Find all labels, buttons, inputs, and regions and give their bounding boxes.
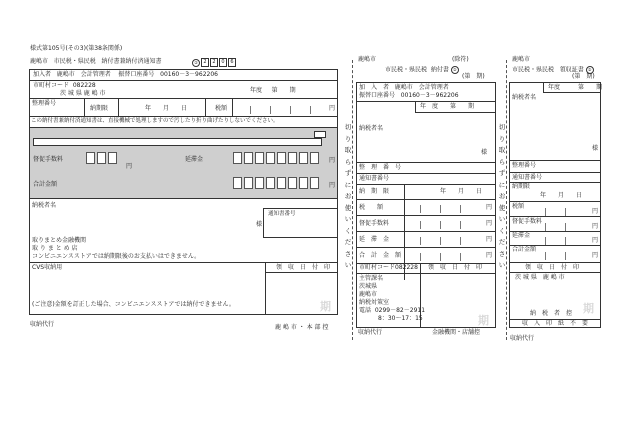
panel2-payee-line: 茨城県 — [359, 283, 378, 290]
total-digit-box[interactable] — [255, 177, 264, 189]
muni-code: 082228 — [72, 82, 96, 89]
conv-note: コンビニエンスストアでは納期限後のお支払いはできません。 — [32, 253, 201, 260]
fee-digit-box[interactable] — [97, 152, 106, 164]
account-number: 00160－3－962206 — [160, 71, 218, 78]
form-digit: 2 — [201, 58, 209, 67]
digit-tick — [545, 252, 546, 260]
fiscal-year — [250, 88, 296, 94]
panel3-receipt-note: 収 入 印 紙 不 要 — [522, 320, 589, 327]
digit-tick — [460, 253, 461, 261]
panel3-year: 年度 第 期 — [548, 84, 603, 91]
panel3-term: (第 期) — [572, 73, 595, 80]
digit-tick — [440, 205, 441, 213]
digit-tick — [460, 237, 461, 245]
delay-digit-box[interactable] — [233, 152, 242, 164]
panel3-payer-label: 納税者名 — [512, 94, 537, 101]
divider — [205, 98, 206, 116]
member-name: 鹿嶋市 会計管理者 — [56, 71, 111, 78]
cut-instruction: 切り取らずにお使いください — [344, 123, 352, 269]
panel2-ref-label: 整 理 番 号 — [359, 164, 402, 171]
divider — [232, 98, 233, 116]
total-label: 合計金額 — [33, 181, 58, 188]
panel1-doc-title: 納付書兼納付済通知書 — [101, 58, 162, 65]
total-digit-box[interactable] — [299, 177, 308, 189]
panel3-doc: 領収証書 — [559, 66, 584, 74]
due-date: 年 月 日 — [145, 105, 188, 112]
term-stamp: 期 — [320, 300, 331, 313]
panel2-delay-label: 延 滞 金 — [359, 236, 390, 243]
divider — [356, 101, 496, 102]
total-digit-box[interactable] — [266, 177, 275, 189]
panel2-member-name: 鹿嶋市 会計管理者 — [394, 84, 449, 91]
divider — [356, 199, 496, 200]
digit-tick — [420, 253, 421, 261]
panel2-circle: ② — [451, 66, 459, 74]
digit-tick — [460, 221, 461, 229]
digit-tick — [420, 221, 421, 229]
fee-digit-box[interactable] — [86, 152, 95, 164]
divider — [118, 98, 119, 116]
divider — [509, 272, 601, 273]
panel3-receipt-label: 領 収 日 付 印 — [525, 264, 580, 271]
divider — [509, 201, 601, 202]
city-copy-label: 鹿 嶋 市 ・ 本 部 控 — [275, 324, 329, 331]
cvs-label: CVS収納用 — [32, 264, 63, 271]
payer-sama: 様 — [256, 221, 263, 228]
panel2-account-row — [359, 93, 459, 99]
form-digit: 6 — [228, 58, 236, 67]
panel3-sama: 様 — [592, 145, 599, 152]
total-yen: 円 — [329, 182, 336, 189]
panel2-payee-label: 主管課名 — [359, 275, 384, 282]
panel2-copy-label: (除符) — [452, 56, 469, 63]
fee-yen: 円 — [126, 163, 133, 170]
digit-tick — [420, 237, 421, 245]
receipt-stamp-label: 領 収 日 付 印 — [276, 264, 331, 271]
handling-notice: この納付書兼納付済通知書は、直接機械で処理しますので汚したり折り曲げたりしないでください。 — [31, 118, 279, 124]
panel2-notice-no: 通知書番号 — [359, 175, 390, 182]
digit-tick — [565, 208, 566, 216]
term-stamp: 期 — [583, 302, 594, 315]
delay-digit-box[interactable] — [244, 152, 253, 164]
digit-tick — [290, 106, 291, 114]
bank-label: 取りまとめ金融機関 — [32, 237, 87, 244]
panel2-member-row — [359, 85, 449, 91]
divider — [356, 215, 496, 216]
form-digit: 2 — [210, 58, 218, 67]
panel2-receipt-label: 領 収 日 付 印 — [428, 264, 483, 271]
digit-tick — [250, 106, 251, 114]
tax-label: 税額 — [215, 105, 228, 112]
panel2-city: 鹿嶋市 — [358, 56, 377, 63]
panel3-due-date: 年 月 日 — [540, 192, 583, 199]
digit-tick — [440, 253, 441, 261]
divider — [84, 98, 85, 116]
panel3-tax-yen: 円 — [592, 208, 599, 215]
panel2-fee-label: 督促手数料 — [359, 220, 390, 227]
perforation-line — [506, 60, 507, 340]
panel3-total-yen: 円 — [592, 252, 599, 259]
fee-digit-box[interactable] — [108, 152, 117, 164]
divider — [29, 116, 338, 117]
divider — [543, 82, 544, 92]
panel2-tax-yen: 円 — [486, 204, 493, 211]
panel3-notice-no: 通知書番号 — [512, 174, 543, 181]
caution: (ご注意)金額を訂正した場合、コンビニエンスストアでは納付できません。 — [32, 301, 235, 308]
divider — [29, 80, 338, 81]
divider — [356, 162, 496, 163]
panel2-tel-label: 電話 — [359, 307, 372, 314]
muni-code-row — [33, 83, 96, 89]
digit-tick — [565, 237, 566, 245]
digit-tick — [310, 106, 311, 114]
total-digit-box[interactable] — [288, 177, 297, 189]
total-digit-box[interactable] — [244, 177, 253, 189]
panel2-due-label: 納 期 限 — [359, 188, 390, 195]
panel2-account-no: 00160－3－962206 — [400, 92, 459, 99]
panel3-fee-yen: 円 — [592, 223, 599, 230]
panel2-delay-yen: 円 — [486, 236, 493, 243]
panel2-tax: 市民税・県民税 — [385, 66, 428, 74]
divider — [509, 262, 601, 263]
term-stamp: 期 — [478, 314, 489, 327]
panel1-tax-type: 市民税・県民税 — [53, 58, 96, 65]
divider — [356, 184, 496, 185]
panel2-muni-code-value: 082228 — [395, 264, 418, 271]
digit-tick — [270, 106, 271, 114]
panel2-agent-label: 収納代行 — [358, 329, 383, 336]
divider — [356, 247, 496, 248]
panel2-muni-code — [359, 265, 418, 271]
member-row — [33, 72, 218, 78]
agent-label: 収納代行 — [30, 321, 55, 328]
panel3-delay-label: 延滞金 — [512, 232, 531, 239]
panel2-fee-yen: 円 — [486, 220, 493, 227]
digit-tick — [545, 208, 546, 216]
digit-tick — [420, 205, 421, 213]
divider — [509, 172, 601, 173]
divider — [415, 101, 416, 112]
total-digit-box[interactable] — [277, 177, 286, 189]
panel2-hours: 8：30～17：15 — [378, 315, 423, 322]
due-label: 納期限 — [90, 105, 109, 112]
muni-code-label: 市町村コード — [33, 82, 70, 89]
panel2-tel — [359, 308, 425, 314]
digit-tick — [565, 252, 566, 260]
panel2-account-label: 振替口座番号 — [359, 92, 396, 99]
divider — [29, 98, 338, 99]
panel2-bank-copy: 金融機関・店舗控 — [432, 329, 481, 336]
form-code: 様式第105号(その3)(第38条関係) — [30, 45, 123, 52]
divider — [265, 272, 338, 273]
total-digit-box[interactable] — [310, 177, 319, 189]
panel2-term: (第 期) — [462, 73, 485, 80]
member-label: 加入者 — [33, 71, 52, 78]
digit-tick — [440, 237, 441, 245]
panel3-city: 鹿嶋市 — [512, 56, 531, 63]
divider — [29, 262, 338, 263]
panel3-city-name: 茨 城 県 鹿 嶋 市 — [515, 274, 565, 281]
panel3-total-label: 合計金額 — [512, 246, 537, 253]
delay-digit-box[interactable] — [299, 152, 308, 164]
account-label: 振替口座番号 — [118, 71, 155, 78]
divider — [356, 173, 496, 174]
form-digit: 0 — [219, 58, 227, 67]
digit-tick — [440, 221, 441, 229]
payer-label: 納税者名 — [32, 202, 57, 209]
digit-tick — [565, 223, 566, 231]
divider — [356, 273, 496, 274]
delay-yen: 円 — [329, 157, 336, 164]
digit-tick — [460, 205, 461, 213]
panel2-tel-value: 0299－82－2911 — [374, 307, 426, 314]
delay-label: 延滞金 — [185, 156, 204, 163]
store-label: 取 り ま と め 店 — [32, 245, 78, 252]
term-label: 第 期 — [271, 87, 296, 94]
panel3-tax: 市民税・県民税 — [512, 66, 555, 74]
divider — [543, 92, 601, 93]
panel2-tax-label: 税 額 — [359, 204, 384, 211]
divider — [356, 231, 496, 232]
panel1-city: 鹿嶋市 — [30, 58, 49, 65]
panel3-taxpayer-copy: 納 税 者 控 — [530, 310, 573, 317]
panel2-total-label: 合 計 金 額 — [359, 252, 402, 259]
delay-digit-box[interactable] — [255, 152, 264, 164]
digit-tick — [545, 237, 546, 245]
panel2-total-yen: 円 — [486, 252, 493, 259]
panel2-payee-line: 鹿嶋市 — [359, 291, 378, 298]
panel2-doc: 納付書 — [430, 66, 449, 74]
divider — [509, 160, 601, 161]
delay-digit-box[interactable] — [266, 152, 275, 164]
panel2-muni-code-label: 市町村コード — [359, 264, 396, 271]
panel1-header — [30, 59, 162, 65]
form-number-circle: ② — [192, 59, 200, 67]
ref-label: 整理番号 — [32, 100, 57, 107]
ocr-marker — [314, 131, 326, 138]
panel3-delay-yen: 円 — [592, 237, 599, 244]
panel3-due-label: 納期限 — [512, 183, 531, 190]
panel1-form-number — [192, 58, 236, 67]
panel2-payer-label: 納税者名 — [359, 125, 384, 132]
divider — [509, 216, 601, 217]
divider — [415, 112, 496, 113]
panel3-fee-label: 督促手数料 — [512, 218, 543, 225]
panel2-header — [385, 66, 459, 74]
panel3-tax-label: 税額 — [512, 203, 525, 210]
muni-name: 茨 城 県 鹿 嶋 市 — [60, 90, 106, 97]
digit-tick — [545, 223, 546, 231]
panel3-ref-label: 整理番号 — [512, 162, 537, 169]
ocr-line — [33, 138, 322, 146]
panel2-sama: 様 — [481, 149, 488, 156]
panel2-due-date: 年 月 日 — [440, 188, 483, 195]
panel2-member-label: 加 入 者 — [359, 84, 390, 91]
perforation-line — [352, 60, 353, 340]
cut-instruction: 切り取らずにお使いください — [498, 123, 506, 269]
panel2-year: 年 度 第 期 — [420, 103, 475, 110]
tax-yen: 円 — [329, 105, 336, 112]
delay-digit-box[interactable] — [310, 152, 319, 164]
delay-digit-box[interactable] — [277, 152, 286, 164]
total-digit-box[interactable] — [233, 177, 242, 189]
delay-digit-box[interactable] — [288, 152, 297, 164]
year-label: 年度 — [250, 87, 263, 94]
panel2-payee-line: 納税対策室 — [359, 299, 390, 306]
notice-no-label: 通知書番号 — [268, 211, 296, 217]
panel3-circle: ② — [586, 66, 594, 74]
fee-label: 督促手数料 — [33, 156, 64, 163]
divider — [265, 262, 266, 315]
panel3-agent-label: 収納代行 — [510, 335, 535, 342]
